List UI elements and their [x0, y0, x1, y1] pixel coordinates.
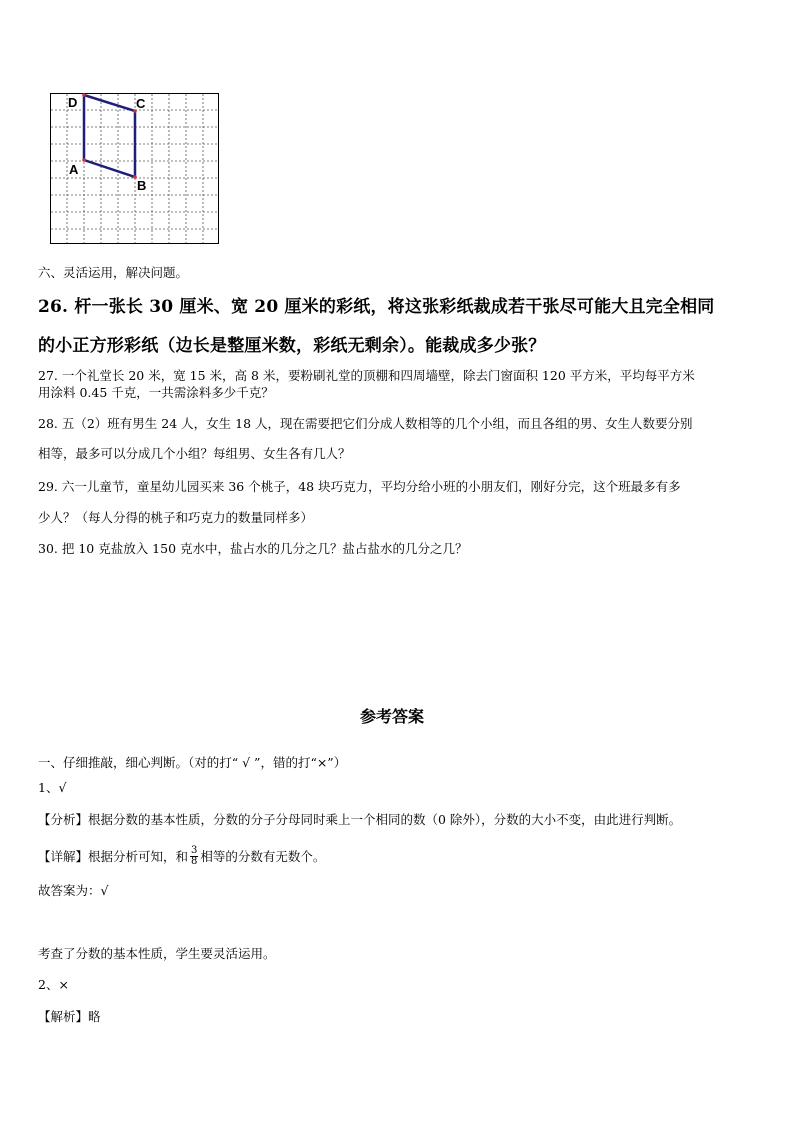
answer1-comment: 考查了分数的基本性质，学生要灵活运用。 — [38, 946, 276, 961]
q29-line2: 少人？（每人分得的桃子和巧克力的数量同样多） — [38, 510, 314, 525]
q26-line2: 的小正方形彩纸（边长是整厘米数，彩纸无剩余）。能裁成多少张？ — [38, 336, 546, 356]
q29-line1: 29. 六一儿童节，童星幼儿园买来 36 个桃子，48 块巧克力，平均分给小班的小朋友们，刚好分完，这个班最多有多 — [38, 479, 681, 494]
q27-line1: 27. 一个礼堂长 20 米，宽 15 米，高 8 米，要粉刷礼堂的顶棚和四周墙壁，除去门窗面积 120 平方米，平均每平方米 — [38, 368, 695, 383]
section6-heading: 六、灵活运用，解决问题。 — [38, 265, 189, 280]
answer2-number: 2、× — [38, 977, 69, 992]
q30: 30. 把 10 克盐放入 150 克水中，盐占水的几分之几？盐占盐水的几分之几？ — [38, 541, 468, 556]
q28-line2: 相等，最多可以分成几个小组？每组男、女生各有几人？ — [38, 446, 351, 461]
q28-line1: 28. 五（2）班有男生 24 人，女生 18 人，现在需要把它们分成人数相等的几个小组，而且各组的男、女生人数要分别 — [38, 416, 693, 431]
vertex-label-c: C — [136, 96, 146, 111]
q26-line1: 26. 杆一张长 30 厘米、宽 20 厘米的彩纸，将这张彩纸裁成若干张尽可能大且完全相同 — [38, 297, 715, 317]
answer1-detail — [38, 846, 325, 867]
answer1-number: 1、√ — [38, 780, 67, 795]
fraction-3-8 — [190, 846, 198, 867]
answers-title: 参考答案 — [360, 707, 425, 726]
detail-prefix: 【详解】根据分析可知，和 — [38, 848, 189, 864]
vertex-label-d: D — [68, 95, 78, 110]
fraction-numerator: 3 — [191, 845, 198, 856]
answers-section1-heading: 一、仔细推敲，细心判断。（对的打“ √ ”，错的打“×”） — [38, 755, 347, 770]
vertex-label-b: B — [137, 178, 147, 193]
q27-line2: 用涂料 0.45 千克，一共需涂料多少千克？ — [38, 385, 274, 400]
answer1-analysis: 【分析】根据分数的基本性质，分数的分子分母同时乘上一个相同的数（0 除外），分数的大小不变，由此进行判断。 — [38, 812, 682, 827]
vertex-label-a: A — [69, 162, 79, 177]
fraction-denominator: 8 — [191, 856, 198, 867]
answer1-conclusion: 故答案为：√ — [38, 883, 109, 898]
answer2-analysis: 【解析】略 — [38, 1009, 101, 1024]
grid-figure — [50, 93, 220, 245]
detail-suffix: 相等的分数有无数个。 — [200, 848, 326, 864]
